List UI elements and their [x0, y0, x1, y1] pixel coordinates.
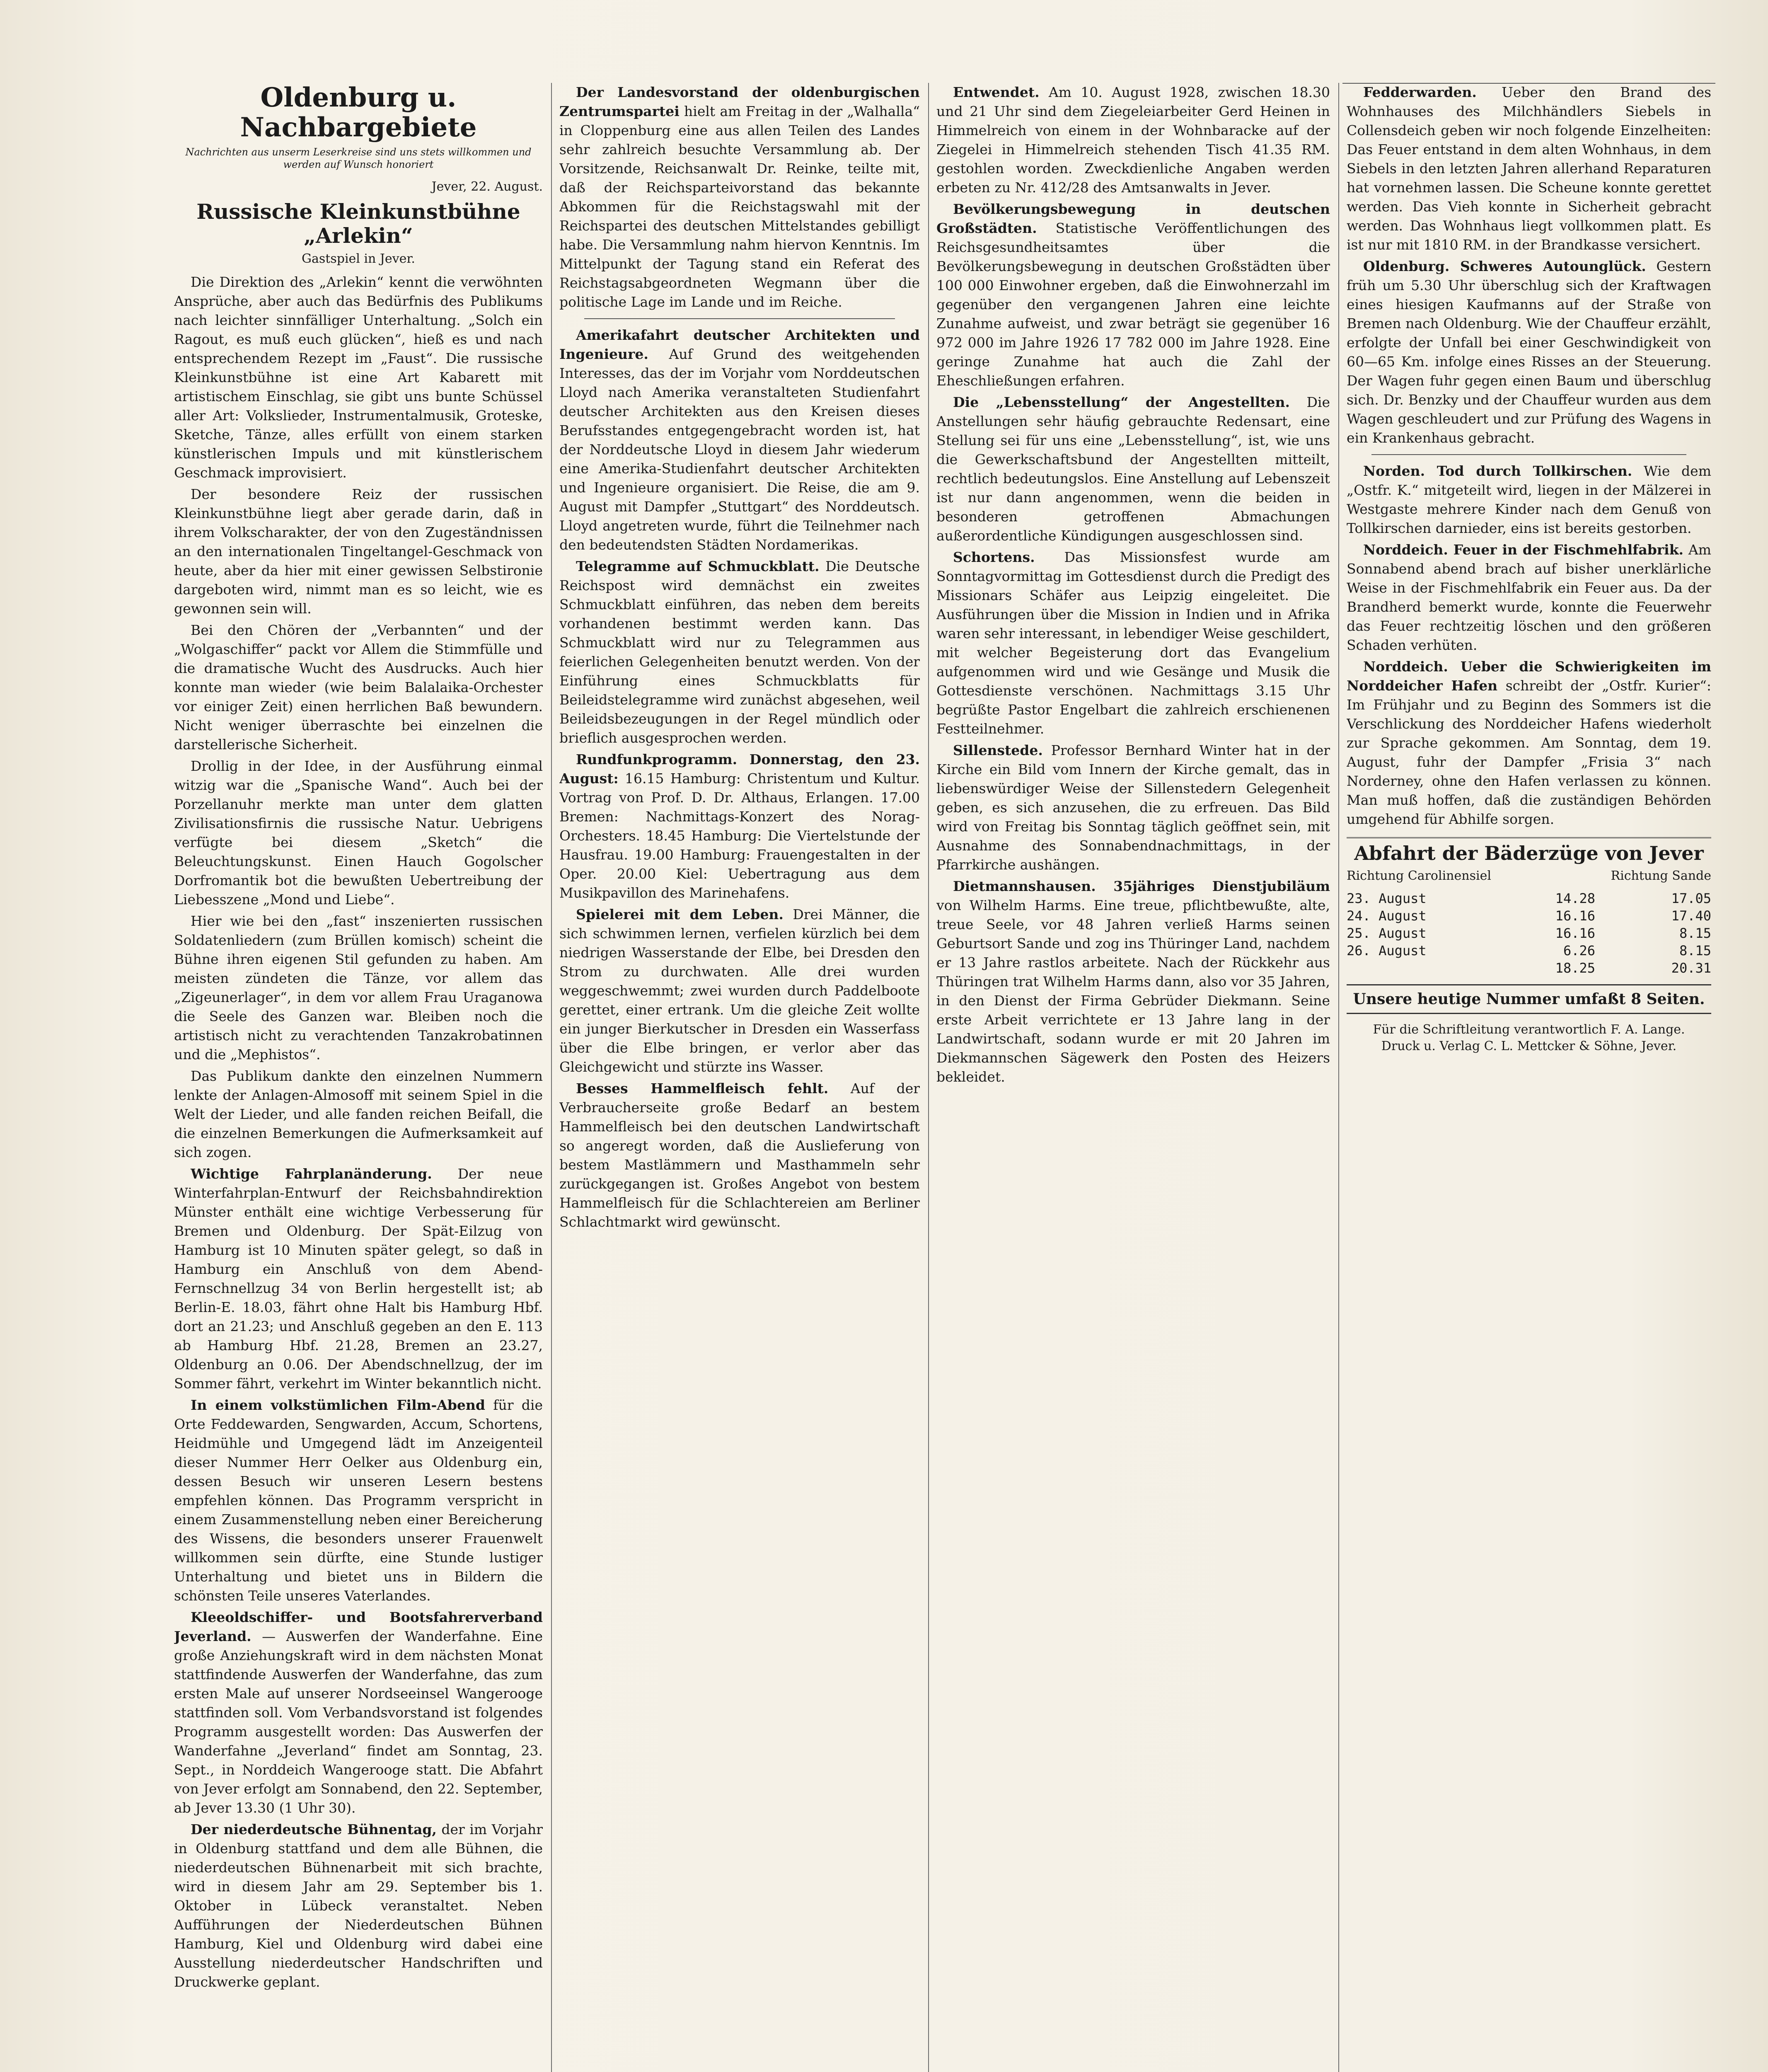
- item-title: Der Landesvorstand der oldenburgischen Zentrumspartei: [559, 84, 920, 119]
- column-4: [1347, 83, 1711, 2072]
- item-title: Spielerei mit dem Leben.: [576, 906, 784, 922]
- item-title: Norddeich. Feuer in der Fischmehlfabrik.: [1363, 542, 1684, 558]
- item-text: Gestern früh um 5.30 Uhr überschlug sich der Kraftwagen eines hiesigen Kaufmanns auf der Straße von Bremen nach Oldenburg. Wie der Chauffeur erzählt, erfolgte der Unfall bei einer Geschwindigkeit von 60—65 Km. infolge eines Risses an der Steuerung. Der Wagen fuhr gegen einen Baum und überschlug sich. Dr. Benzky und der Chauffeur wurden aus dem Wagen geschleudert und zur Prüfung des Wagens in ein Krankenhaus gebracht.: [1347, 258, 1711, 446]
- column-rule: [1338, 83, 1339, 2072]
- item-title: Sillenstede.: [953, 742, 1043, 758]
- timetable-col-left: Richtung Carolinensiel: [1347, 869, 1491, 883]
- item-title: Rundfunkprogramm. Donnerstag, den 23. August:: [559, 751, 920, 787]
- item-title: Amerikafahrt deutscher Architekten und Ingenieure.: [559, 327, 920, 362]
- timetable-title: Abfahrt der Bäderzüge von Jever: [1347, 837, 1711, 865]
- masthead-title: Oldenburg u. Nachbargebiete: [240, 83, 477, 143]
- timetable-col-right: Richtung Sande: [1611, 869, 1711, 883]
- news-item: [1347, 657, 1711, 829]
- news-item: [174, 1608, 543, 1818]
- news-item: [1347, 257, 1711, 448]
- item-text: Am 10. August 1928, zwischen 18.30 und 21 Uhr sind dem Ziegeleiarbeiter Gerd Heinen in Himmelreich von einem in der Wohnbaracke auf der Ziegelei in Himmelreich stehenden Tisch 41.35 RM. gestohlen worden. Zweckdienliche Angaben werden erbeten zu Nr. 412/28 des Amtsanwalts in Jever.: [936, 84, 1330, 196]
- item-text: von Wilhelm Harms. Eine treue, pflichtbewußte, alte, treue Seele, vor 48 Jahren verließ Harms seinen Geburtsort Sande und zog ins Thüringer Land, nachdem er 13 Jahre rastlos arbeitete. Nach der Rückkehr aus Thüringen trat Wilhelm Harms dann, also vor 35 Jahren, in den Dienst der Firma Gebrüder Diekmann. Seine erste Arbeit verrichtete er 13 Jahre lang in der Landwirtschaft, sodann wurde er mit 20 Jahren im Diekmannschen Sägewerk den Posten des Heizers bekleidet.: [936, 897, 1330, 1085]
- separator: [1371, 454, 1686, 455]
- item-text: Am Sonnabend abend brach auf bisher unerklärliche Weise in der Fischmehlfabrik ein Feuer aus. Da der Brandherd bemerkt wurde, konnte die Feuerwehr das Feuer rechtzeitig löschen und den größeren Schaden verhüten.: [1347, 542, 1711, 653]
- item-title: Fedderwarden.: [1363, 84, 1477, 100]
- item-text: Professor Bernhard Winter hat in der Kirche ein Bild vom Innern der Kirche gemalt, das in liebenswürdiger Weise der Sillenstedern Gelegenheit geben, es sich anzusehen, die zu erfreuen. Das Bild wird von Freitag bis Sonntag täglich geöffnet sein, mit Ausnahme des Sonnabendnachmittags, in der Pfarrkirche aushängen.: [936, 742, 1330, 873]
- masthead-subtitle: Nachrichten aus unserm Leserkreise sind uns stets willkommen und werden auf Wunsch honoriert: [185, 146, 532, 170]
- lead-paragraph: Hier wie bei den „fast“ inszenierten russischen Soldatenliedern (zum Brüllen komisch) scheint die Bühne ihren eigenen Stil gefunden zu haben. Am meisten zündeten die Tänze, vor allem das „Zigeunerlager“, in dem vor allem Frau Uraganowa die Seele des Ganzen war. Bleiben noch die artistisch nicht zu verachtenden Tanzakrobatinnen und die „Mephistos“.: [174, 913, 543, 1063]
- lead-subheadline: Gastspiel in Jever.: [302, 252, 415, 266]
- item-title: Entwendet.: [953, 84, 1040, 100]
- news-item: [174, 1164, 543, 1393]
- news-item: [936, 393, 1330, 545]
- dateline: Jever, 22. August.: [431, 179, 543, 194]
- item-text: Das Missionsfest wurde am Sonntagvormittag im Gottesdienst durch die Predigt des Missionars Schäfer aus Leipzig eingeleitet. Die Ausführungen über die Mission in Indien und in Afrika waren sehr interessant, in lebendiger Weise geschildert, mit welcher Begeisterung dort das Evangelium aufgenommen wird und wie Gesänge und Musik die Gottesdienste verschönen. Nachmittags 3.15 Uhr begrüßte Pastor Engelbart die zahlreich erschienenen Festteilnehmer.: [936, 549, 1330, 737]
- timetable-row: 25. August 16.16 8.15: [1347, 925, 1711, 941]
- news-item: [559, 557, 920, 748]
- news-item: [1347, 462, 1711, 538]
- lead-paragraph: Das Publikum dankte den einzelnen Nummern lenkte der Anlagen-Almosoff mit seinem Spiel in die Welt der Lieder, und alle fanden reichen Beifall, die die einzelnen Bemerkungen die Aufmerksamkeit auf sich zogen.: [174, 1068, 543, 1160]
- separator: [584, 318, 895, 319]
- item-text: der im Vorjahr in Oldenburg stattfand und dem alle Bühnen, die niederdeutschen Bühnenarbeit mit sich brachte, wird in diesem Jahr am 29. September bis 1. Oktober in Lübeck veranstaltet. Neben Aufführungen der Niederdeutschen Bühnen Hamburg, Kiel und Oldenburg wird dabei eine Ausstellung niederdeutscher Handschriften und Druckwerke geplant.: [174, 1821, 543, 1990]
- timetable-row: 26. August 6.26 8.15: [1347, 943, 1711, 959]
- item-text: schreibt der „Ostfr. Kurier“: Im Frühjahr und zu Beginn des Sommers ist die Verschlickung des Norddeicher Hafens wiederholt zur Sprache gekommen. Am Sonntag, dem 19. August, fuhr der Dampfer „Frisia 3“ nach Norderney, ohne den Hafen verlassen zu können. Man muß hoffen, daß die zuständigen Behörden umgehend für Abhilfe sorgen.: [1347, 678, 1711, 827]
- item-text: Auf der Verbraucherseite große Bedarf an bestem Hammelfleisch bei den deutschen Landwirtschaft so angeregt worden, daß die Auslieferung von bestem Mastlämmern und Masthammeln sehr zurückgegangen ist. Großes Angebot von bestem Hammelfleisch für die Schlachtereien am Berliner Schlachtmarkt wird gewünscht.: [559, 1080, 920, 1230]
- imprint-editor: Für die Schriftleitung verantwortlich F. A. Lange.: [1373, 1022, 1685, 1037]
- timetable-row: 24. August 16.16 17.40: [1347, 908, 1711, 924]
- column-2: [559, 83, 920, 2072]
- lead-paragraph: Die Direktion des „Arlekin“ kennt die verwöhnten Ansprüche, aber auch das Bedürfnis des Publikums nach leichter sinnfälliger Unterhaltung. „Solch ein Ragout, es muß euch glücken“, hieß es und nach entsprechendem Rezept im „Faust“. Die russische Kleinkunstbühne ist eine Art Kabarett mit artistischem Einschlag, sie gibt uns bunte Schüssel aller Art: Volkslieder, Instrumentalmusik, Groteske, Sketche, Tänze, alles erfüllt von einem starken künstlerischen Impuls und mit künstlerischem Geschmack improvisiert.: [174, 274, 543, 481]
- item-title: Dietmannshausen. 35jähriges Dienstjubiläum: [953, 878, 1330, 894]
- item-text: Ueber den Brand des Wohnhauses des Milchhändlers Siebels in Collensdeich geben wir noch folgende Einzelheiten: Das Feuer entstand in dem alten Wohnhaus, in dem Siebels in den letzten Jahren allerhand Reparaturen hat vornehmen lassen. Die Scheune konnte gerettet werden. Das Vieh konnte in Sicherheit gebracht werden. Das Wohnhaus liegt vollkommen platt. Es ist nur mit 1810 RM. in der Brandkasse versichert.: [1347, 84, 1711, 253]
- column-1: [174, 83, 543, 2072]
- item-title: Wichtige Fahrplanänderung.: [191, 1166, 432, 1182]
- news-item: [936, 548, 1330, 738]
- news-item: [559, 1079, 920, 1232]
- item-title: Besses Hammelfleisch fehlt.: [576, 1080, 829, 1097]
- item-text: 16.15 Hamburg: Christentum und Kultur. Vortrag von Prof. D. Dr. Althaus, Erlangen. 17.00 Bremen: Nachmittags-Konzert des Norag-Orchesters. 18.45 Hamburg: Die Viertelstunde der Hausfrau. 19.00 Hamburg: Frauengestalten in der Oper. 20.00 Kiel: Uebertragung aus dem Musikpavillon des Marinehafens.: [559, 770, 920, 901]
- item-title: In einem volkstümlichen Film-Abend: [191, 1397, 485, 1413]
- item-title: Bevölkerungsbewegung in deutschen Großstädten.: [936, 201, 1330, 236]
- news-item: [559, 83, 920, 312]
- news-item: [174, 1820, 543, 1992]
- item-title: Der niederdeutsche Bühnentag,: [191, 1821, 437, 1837]
- news-item: [1347, 540, 1711, 655]
- item-text: Drei Männer, die sich schwimmen lernen, verfielen kürzlich bei dem niedrigen Wasserstande der Elbe, bei Dresden den Strom zu durchwaten. Alle drei wurden weggeschwemmt; zwei wurden durch Paddelboote gerettet, einer ertrank. Um die gleiche Zeit wollte ein junger Bierkutscher in Dresden ein Wasserfass über die Elbe bringen, er verlor aber das Gleichgewicht und stürzte ins Wasser.: [559, 906, 920, 1075]
- timetable-row: 23. August 14.28 17.05: [1347, 891, 1711, 906]
- item-title: Norddeich. Ueber die Schwierigkeiten im Norddeicher Hafen: [1347, 658, 1711, 694]
- imprint-publisher: Druck u. Verlag C. L. Mettcker & Söhne, Jever.: [1381, 1039, 1677, 1053]
- item-text: Wie dem „Ostfr. K.“ mitgeteilt wird, liegen in der Mälzerei in Westgaste mehrere Kinder nach dem Genuß von Tollkirschen darnieder, eins ist bereits gestorben.: [1347, 463, 1711, 536]
- timetable-row: 18.25 20.31: [1555, 960, 1711, 976]
- column-rule: [551, 83, 552, 2072]
- lead-paragraph: Der besondere Reiz der russischen Kleinkunstbühne liegt aber gerade darin, daß in ihrem Volkscharakter, der von den Zugeständnissen an den internationalen Tingeltangel-Geschmack von heute, aber da hier mit einer gewissen Selbstironie dargeboten wird, nimmt man es so leicht, wie es gewonnen sein will.: [174, 486, 543, 617]
- item-title: Oldenburg. Schweres Autounglück.: [1363, 258, 1646, 274]
- column-3: [936, 83, 1330, 2072]
- item-text: Auf Grund des weitgehenden Interesses, das der im Vorjahr vom Norddeutschen Lloyd nach Amerika veranstalteten Studienfahrt deutscher Architekten aus den Kreisen dieses Berufsstandes entgegengebracht worden ist, hat der Norddeutsche Lloyd in diesem Jahr wiederum eine Amerika-Studienfahrt deutscher Architekten und Ingenieure organisiert. Die Reise, die am 9. August mit Dampfer „Stuttgart“ des Norddeutsch. Lloyd angetreten wurde, führt die Teilnehmer nach den bedeutendsten Städten Nordamerikas.: [559, 346, 920, 553]
- item-title: Schortens.: [953, 549, 1035, 565]
- news-item: [936, 200, 1330, 390]
- page-count-notice: Unsere heutige Nummer umfaßt 8 Seiten.: [1347, 984, 1711, 1014]
- news-item: [936, 83, 1330, 197]
- item-title: Norden. Tod durch Tollkirschen.: [1363, 463, 1633, 479]
- news-item: [559, 750, 920, 903]
- item-text: Die Deutsche Reichspost wird demnächst ein zweites Schmuckblatt einführen, das neben dem bereits vorhandenen bestimmt werden kann. Das Schmuckblatt wird nur zu Telegrammen aus feierlichen Gelegenheiten benutzt werden. Von der Einführung eines Schmuckblatts für Beileidstelegramme wird zunächst abgesehen, weil Beileidsbezeugungen in der Regel mündlich oder brieflich ausgesprochen werden.: [559, 558, 920, 746]
- item-text: — Auswerfen der Wanderfahne. Eine große Anziehungskraft wird in dem nächsten Monat stattfindende Auswerfen der Wanderfahne, das zum ersten Male auf unserer Nordseeinsel Wangerooge stattfinden soll. Vom Verbandsvorstand ist folgendes Programm ausgestellt worden: Das Auswerfen der Wanderfahne „Jeverland“ findet am Sonntag, 23. Sept., in Norddeich Wangerooge statt. Die Abfahrt von Jever erfolgt am Sonnabend, den 22. September, ab Jever 13.30 (1 Uhr 30).: [174, 1628, 543, 1816]
- item-text: Die Anstellungen sehr häufig gebrauchte Redensart, eine Stellung sei für uns eine „Lebensstellung“, ist, wie uns die Gewerkschaftsbund der Angestellten mitteilt, rechtlich bedeutungslos. Eine Anstellung auf Lebenszeit ist nur dann angenommen, wenn die beiden in besonderen getroffenen Abmachungen außerordentliche Kündigungen ausgeschlossen sind.: [936, 394, 1330, 544]
- news-item: [936, 877, 1330, 1087]
- item-title: Die „Lebensstellung“ der Angestellten.: [953, 394, 1290, 410]
- item-text: Der neue Winterfahrplan-Entwurf der Reichsbahndirektion Münster enthält eine wichtige Verbesserung für Bremen und Oldenburg. Der Spät-Eilzug von Hamburg ist 10 Minuten später gelegt, so daß in Hamburg ein Anschluß von dem Abend-Fernschnellzug 34 von Berlin hergestellt ist; ab Berlin-E. 18.03, fährt ohne Halt bis Hamburg Hbf. dort an 21.23; und Anschluß gegeben an den E. 113 ab Hamburg Hbf. 21.28, Bremen an 23.27, Oldenburg an 0.06. Der Abendschnellzug, der im Sommer fährt, verkehrt im Winter bekanntlich nicht.: [174, 1166, 543, 1392]
- news-item: [1347, 83, 1711, 254]
- item-title: Kleeoldschiffer- und Bootsfahrerverband Jeverland.: [174, 1609, 543, 1644]
- news-item: [559, 905, 920, 1077]
- column-rule: [928, 83, 929, 2072]
- item-title: Telegramme auf Schmuckblatt.: [576, 558, 820, 574]
- lead-headline: Russische Kleinkunstbühne „Arlekin“: [196, 199, 520, 248]
- timetable-header: [1347, 867, 1711, 886]
- item-text: für die Orte Feddewarden, Sengwarden, Accum, Schortens, Heidmühle und Umgegend lädt im Anzeigenteil dieser Nummer Herr Oelker aus Oldenburg ein, dessen Besuch wir unseren Lesern bestens empfehlen können. Das Programm verspricht in einem Zusammenstellung neben einer Bereicherung des Wissens, die besonders unserer Frauenwelt willkommen sein dürfte, eine Stunde lustiger Unterhaltung und bietet uns in Bildern die schönsten Teile unseres Vaterlandes.: [174, 1397, 543, 1604]
- lead-paragraph: Bei den Chören der „Verbannten“ und der „Wolgaschiffer“ packt vor Allem die Stimmfülle und die dramatische Wucht des Ausdrucks. Auch hier konnte man wieder (wie beim Balalaika-Orchester vor einiger Zeit) einen herrlichen Baß bewundern. Nicht weniger überraschte bei einzelnen die darstellerische Sicherheit.: [174, 622, 543, 753]
- lead-paragraph: Drollig in der Idee, in der Ausführung einmal witzig war die „Spanische Wand“. Auch bei der Porzellanuhr merkte man unter dem glatten Zivilisationsfirnis die russische Natur. Uebrigens verfügte bei diesem „Sketch“ die Beleuchtungskunst. Einen Hauch Gogolscher Dorfromantik bot die bewußten Uebertreibung der Liebesszene „Mond und Liebe“.: [174, 758, 543, 908]
- news-item: [936, 741, 1330, 874]
- news-item: [174, 1396, 543, 1605]
- item-text: hielt am Freitag in der „Walhalla“ in Cloppenburg eine aus allen Teilen des Landes sehr zahlreich besuchte Versammlung ab. Der Vorsitzende, Reichsanwalt Dr. Reinke, teilte mit, daß der Reichsparteivorstand das bekannte Abkommen für die Reichstagswahl mit der Reichspartei des deutschen Mittelstandes gebilligt habe. Die Versammlung nahm hiervon Kenntnis. Im Mittelpunkt der Tagung stand ein Referat des Reichstagsabgeordneten Wegmann über die politische Lage im Lande und im Reiche.: [559, 103, 920, 310]
- news-item: [559, 326, 920, 554]
- item-text: Statistische Veröffentlichungen des Reichsgesundheitsamtes über die Bevölkerungsbewegung in deutschen Großstädten über 100 000 Einwohner ergeben, daß die Einwohnerzahl im gegenüber den vergangenen Jahren eine leichte Zunahme aufweist, und zwar beträgt sie gegenüber 16 972 000 im Jahre 1926 17 782 000 im Jahre 1928. Eine geringe Zunahme hat auch die Zahl der Eheschließungen erfahren.: [936, 220, 1330, 389]
